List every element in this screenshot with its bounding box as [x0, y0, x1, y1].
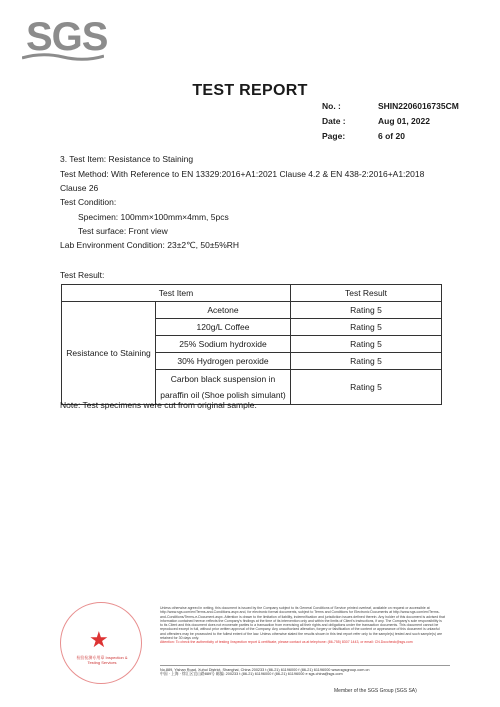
table-header-row: [62, 285, 442, 302]
rating-cell: Rating 5: [291, 319, 442, 336]
table-row: [62, 302, 442, 319]
staining-agent: Acetone: [156, 302, 291, 319]
header-test-item: Test Item: [62, 285, 291, 302]
address-chinese: 中国 · 上海 · 徐汇区宜山路889号 邮编: 200233 t (86-21) 61196000 f (86-21) 61196000 e sgs.china@sgs.com: [160, 672, 343, 676]
inspection-stamp: [60, 602, 142, 684]
rating-cell: Rating 5: [291, 336, 442, 353]
section-heading: 3. Test Item: Resistance to Staining: [60, 154, 194, 164]
sgs-logo-wave-icon: [22, 52, 104, 62]
note: Note: Test specimens were cut from original sample.: [60, 400, 257, 410]
staining-agent: 30% Hydrogen peroxide: [156, 353, 291, 370]
address-english: No.889, Yishan Road, Xuhui District, Shanghai, China 200233 t (86-21) 61196000 f (86-21) 61196000 www.sgsgroup.com.cn: [160, 668, 370, 672]
test-surface: Test surface: Front view: [78, 226, 168, 236]
staining-agent: 120g/L Coffee: [156, 319, 291, 336]
specimen-description: Specimen: 100mm×100mm×4mm, 5pcs: [78, 212, 229, 222]
authenticity-notice: Attention: To check the authenticity of testing /inspection report & certificate, please contact us at telephone: (86-755) 8307 1443, or email: CN.Doccheck@sgs.com: [160, 640, 413, 645]
stamp-text: 检验检测专用章 Inspection & Testing Services: [76, 655, 128, 665]
report-date: Aug 01, 2022: [378, 116, 430, 126]
company-address: [160, 665, 450, 677]
rating-cell: Rating 5: [291, 302, 442, 319]
test-result-heading: Test Result:: [60, 270, 105, 280]
staining-agent: Carbon black suspension in paraffin oil (Shoe polish simulant): [156, 370, 291, 405]
header-test-result: Test Result: [291, 285, 442, 302]
test-item-group: Resistance to Staining: [62, 302, 156, 405]
legal-disclaimer: Unless otherwise agreed in writing, this document is issued by the Company subject to its General Conditions of Service printed overleaf, available on request or accessible at http://www.sgs.com/en/Terms-and-Conditions.aspx and, for electronic format documents, subject to Terms and Conditions for Electronic Documents at http://www.sgs.com/en/Terms-and-Conditions/Terms-e-Document.aspx. Attention is drawn to the limitation of liability, indemnification and jurisdiction issues defined therein. Any holder of this document is advised that information contained hereon reflects the Company's findings at the time of its intervention only and within the limits of Client's instructions, if any. The Company's sole responsibility is to its Client and this document does not exonerate parties to a transaction from exercising all their rights and obligations under the transaction documents. This document cannot be reproduced except in full, without prior written approval of the Company. Any unauthorized alteration, forgery or falsification of the content or appearance of this document is unlawful and offenders may be prosecuted to the fullest extent of the law. Unless otherwise stated the results shown in this test report refer only to the sample(s) tested and such sample(s) are retained for 30 days only. Attention: To check the authenticity of testing /inspection report & certificate, please contact us at telephone: (86-755) 8307 1443, or email: CN.Doccheck@sgs.com: [160, 606, 445, 645]
rating-cell: Rating 5: [291, 353, 442, 370]
footer: [60, 602, 450, 684]
staining-agent: 25% Sodium hydroxide: [156, 336, 291, 353]
page-number: 6 of 20: [378, 131, 405, 141]
test-method-line-2: Clause 26: [60, 183, 99, 193]
report-title: TEST REPORT: [192, 82, 308, 99]
sgs-logo-text: SGS: [26, 15, 108, 59]
report-number: SHIN2206016735CM: [378, 101, 459, 111]
report-meta: [322, 101, 459, 146]
rating-cell: Rating 5: [291, 370, 442, 405]
star-icon: ★: [89, 627, 109, 652]
member-line: Member of the SGS Group (SGS SA): [334, 688, 417, 694]
test-method-line-1: Test Method: With Reference to EN 13329:2016+A1:2021 Clause 4.2 & EN 438-2:2016+A1:2018: [60, 169, 425, 179]
lab-environment: Lab Environment Condition: 23±2℃, 50±5%RH: [60, 240, 240, 250]
meta-row-date: Date : Aug 01, 2022: [322, 116, 459, 131]
meta-row-number: No. : SHIN2206016735CM: [322, 101, 459, 116]
test-condition-heading: Test Condition:: [60, 197, 117, 207]
meta-row-page: Page: 6 of 20: [322, 131, 459, 146]
result-table: [61, 284, 442, 405]
